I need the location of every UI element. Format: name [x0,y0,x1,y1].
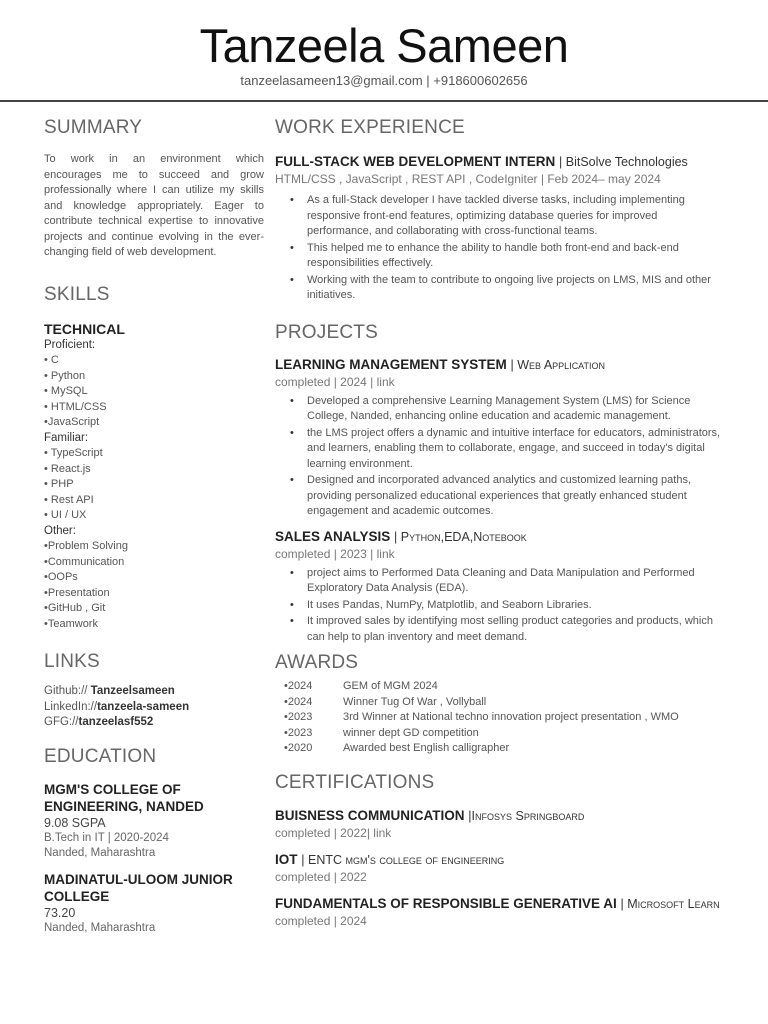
link-value: tanzeelasf552 [78,716,154,728]
certifications-title: CERTIFICATIONS [275,771,435,793]
education-entry [44,871,264,936]
work-entry-title [275,153,725,171]
skill-item: •Problem Solving [44,540,128,552]
award-year: •2023 [284,726,313,739]
award-text: winner dept GD competition [343,726,479,739]
award-item [284,726,725,742]
list-item: • It uses Pandas, NumPy, Matplotlib, and Seaborn Libraries. [290,598,725,614]
skill-item: •GitHub , Git [44,602,106,614]
links-section [44,650,264,731]
project-entry [275,528,725,646]
summary-title: SUMMARY [44,117,143,138]
certification-name: FUNDAMENTALS OF RESPONSIBLE GENERATIVE AI [275,895,617,911]
list-item: • the LMS project offers a dynamic and intuitive interface for educators, administrators, and learners, enabling them to collaborate, engage, and succeed in today's digital learning environment. [290,426,725,473]
other-label: Other: [44,524,76,537]
work-section [275,116,725,304]
skills-section [44,283,264,633]
project-name: SALES ANALYSIS [275,528,391,544]
familiar-label: Familiar: [44,431,89,444]
work-bullets [290,193,725,304]
certification-issuer: |Infosys Springboard [468,808,585,823]
skill-item: •OOPs [44,571,78,583]
link-value: tanzeela-sameen [97,700,190,713]
school-score: 73.20 [44,905,76,920]
projects-title: PROJECTS [275,321,378,343]
skill-item: • UI / UX [44,509,87,521]
right-column [275,116,725,929]
list-item: • Developed a comprehensive Learning Management System (LMS) for Science College, Nanded, enhancing online education and academic management. [290,394,725,425]
award-item [284,679,725,695]
link-prefix: LinkedIn:// [44,700,98,713]
project-tag: | Python,EDA,Notebook [394,529,527,544]
skill-item: • C [44,354,59,366]
list-item: • As a full-Stack developer I have tackled diverse tasks, including implementing responsive front-end features, optimizing database queries for improved performance, and collaborating with cross-functional teams. [290,193,725,240]
school-location: Nanded, Maharashtra [44,846,156,859]
certification-entry [275,807,725,841]
award-text: Winner Tug Of War , Vollyball [343,695,487,708]
education-section [44,745,264,936]
certification-name: IOT [275,851,298,867]
school-location: Nanded, Maharashtra [44,921,156,934]
work-title: WORK EXPERIENCE [275,117,465,138]
skill-item: • MySQL [44,385,88,397]
link-prefix: Github:// [44,685,91,697]
work-entry [275,153,725,304]
list-item: • Designed and incorporated advanced analytics and customized learning paths, providing personalized educational experiences that greatly enhanced student engagement and academic outcomes. [290,473,725,520]
certification-title [275,807,725,825]
award-text: Awarded best English calligrapher [343,742,510,754]
awards-title: AWARDS [275,652,359,673]
list-item: • Working with the team to contribute to ongoing live projects on LMS, MIS and other initiatives. [290,273,725,304]
list-item: • It improved sales by identifying most selling product categories and products, which can help to plan inventory and meet demand. [290,614,725,645]
list-item: • project aims to Performed Data Cleaning and Data Manipulation and Performed Exploratory Data Analysis (EDA). [290,566,725,597]
school-name: MADINATUL-ULOOM JUNIOR COLLEGE [44,871,233,904]
education-entry [44,781,264,861]
candidate-name: Tanzeela Sameen [199,19,569,72]
links-title: LINKS [44,651,100,672]
header-divider [0,100,768,102]
gfg-link[interactable] [44,715,264,731]
school-name: MGM'S COLLEGE OF ENGINEERING, NANDED [44,781,204,814]
award-year: •2024 [284,680,313,692]
award-item [284,741,725,757]
certification-meta: completed | 2022 [275,869,367,884]
education-title: EDUCATION [44,745,157,767]
certification-entry [275,895,725,929]
project-entry [275,356,725,520]
award-text: GEM of MGM 2024 [343,680,438,692]
skill-item: • Rest API [44,493,94,506]
company-name: | BitSolve Technologies [559,155,688,169]
contact-line: tanzeelasameen13@gmail.com | +918600602656 [240,73,528,88]
summary-text: To work in an environment which encourages me to succeed and grow professionally where I can utilize my skills and knowledge appropriately. Eager to contribute technical expertise to innovative projects and continue evolving in the ever-changing field of web development. [44,153,264,258]
left-column [44,116,264,936]
project-title [275,356,725,374]
linkedin-link[interactable] [44,700,264,716]
certification-entry [275,851,725,885]
github-link[interactable] [44,684,264,700]
project-bullets [290,566,725,646]
certification-issuer: | Microsoft Learn [620,896,720,911]
school-detail: B.Tech in IT | 2020-2024 [44,831,169,844]
skill-item: •JavaScript [44,416,100,428]
school-score: 9.08 SGPA [44,815,106,830]
project-meta: completed | 2023 | link [275,546,395,561]
projects-section [275,321,725,646]
award-item [284,710,725,726]
award-year: •2024 [284,695,313,708]
certification-title [275,895,725,913]
project-bullets [290,394,725,520]
skill-item: • TypeScript [44,447,103,459]
award-item [284,695,725,711]
project-tag: | Web Application [510,357,606,372]
skill-item: • HTML/CSS [44,400,107,413]
certification-meta: completed | 2024 [275,913,367,928]
project-meta: completed | 2024 | link [275,374,395,389]
project-name: LEARNING MANAGEMENT SYSTEM [275,356,507,372]
certification-name: BUISNESS COMMUNICATION [275,807,465,823]
summary-section [44,116,264,261]
skills-title: SKILLS [44,283,110,305]
skill-item: •Communication [44,555,125,568]
job-role: FULL-STACK WEB DEVELOPMENT INTERN [275,154,556,169]
certification-issuer: | ENTC mgm's college of engineering [301,852,505,867]
link-value: Tanzeelsameen [90,685,175,697]
skill-item: •Teamwork [44,617,98,630]
skill-item: • Python [44,369,86,382]
list-item: • This helped me to enhance the ability to handle both front-end and back-end responsibilities effectively. [290,241,725,272]
award-year: •2023 [284,711,313,723]
certifications-section [275,771,725,929]
award-year: •2020 [284,742,313,754]
proficient-label: Proficient: [44,338,96,351]
skill-item: • React.js [44,462,91,475]
skill-item: • PHP [44,478,74,490]
work-meta: HTML/CSS , JavaScript , REST API , CodeIgniter | Feb 2024– may 2024 [275,172,661,186]
certification-title [275,851,725,869]
awards-section [275,651,725,757]
award-text: 3rd Winner at National techno innovation project presentation , WMO [343,711,679,723]
link-prefix: GFG:// [44,716,79,728]
skill-item: •Presentation [44,586,110,599]
resume-header [0,0,768,102]
skills-technical-label: TECHNICAL [44,320,125,337]
project-title [275,528,725,546]
certification-meta: completed | 2022| link [275,825,392,840]
